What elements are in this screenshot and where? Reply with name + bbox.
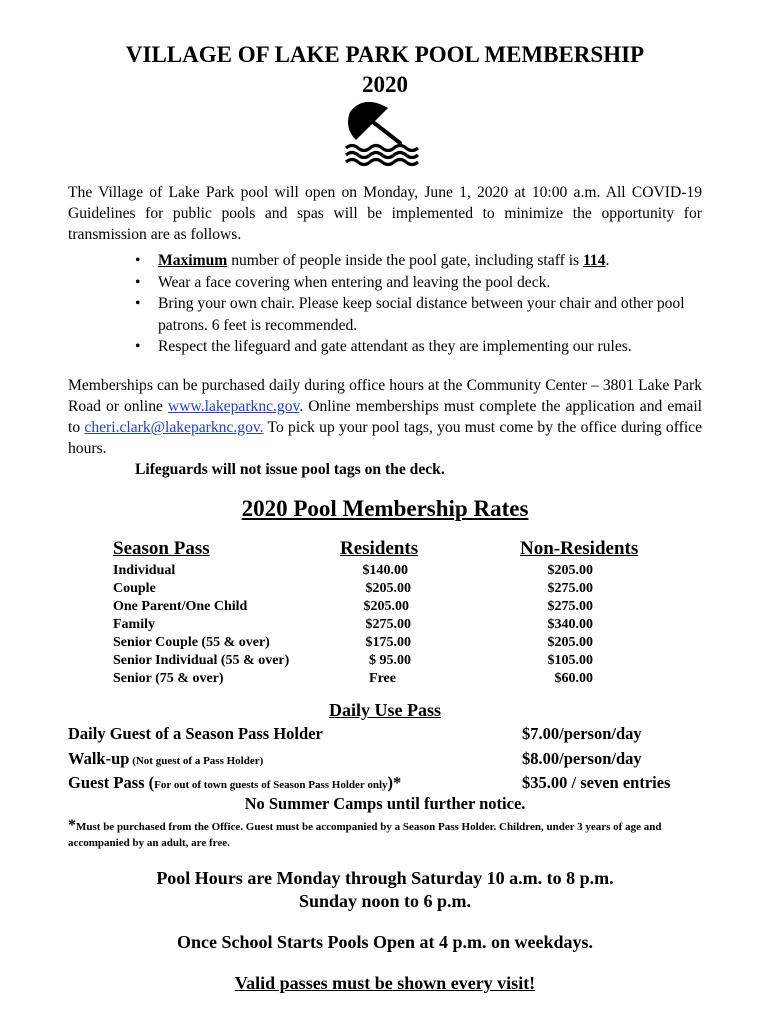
bullet-icon: • xyxy=(135,295,141,312)
rule-maximum-number: 114 xyxy=(583,252,606,269)
rate-nonresidents: $105.00 xyxy=(547,653,593,668)
valid-passes-note: Valid passes must be shown every visit! xyxy=(234,973,536,993)
purchase-text-1: Memberships can be purchased daily during office hours at the Community Center – 3801 Lake Park Road or online xyxy=(68,377,702,415)
header-season-pass: Season Pass xyxy=(113,538,210,559)
rate-nonresidents: $275.00 xyxy=(547,599,593,614)
rate-nonresidents: $60.00 xyxy=(554,671,593,686)
walkup-label: Walk-up xyxy=(68,749,130,768)
rate-residents: $205.00 xyxy=(365,581,411,596)
covid-rules-list xyxy=(131,250,711,358)
rates-title: 2020 Pool Membership Rates xyxy=(241,496,529,521)
rate-row xyxy=(0,653,770,671)
guest-pass-note: For out of town guests of Season Pass Holder only xyxy=(154,779,388,791)
intro-text: The Village of Lake Park pool will open on Monday, June 1, 2020 at 10:00 a.m. All COVID-19 Guidelines for public pools and spas will be implemented to minimize the opportunity for transmission are as follows. xyxy=(68,184,702,243)
rule-face-covering-text: Wear a face covering when entering and leaving the pool deck. xyxy=(158,273,551,291)
pool-hours xyxy=(0,867,770,913)
rule-maximum-text: number of people inside the pool gate, including staff is xyxy=(227,252,583,269)
daily-pass-title: Daily Use Pass xyxy=(329,700,441,720)
rate-category: Senior (75 & over) xyxy=(113,671,224,686)
walkup-price: $8.00/person/day xyxy=(522,749,642,768)
rate-residents: $140.00 xyxy=(362,563,408,578)
rule-respect-text: Respect the lifeguard and gate attendant as they are implementing our rules. xyxy=(158,338,632,355)
rate-residents: $205.00 xyxy=(363,599,409,614)
purchase-text-2: . Online memberships must complete the application and email to xyxy=(68,398,702,436)
rate-row xyxy=(0,671,770,689)
daily-guest-price: $7.00/person/day xyxy=(522,724,642,743)
rate-row xyxy=(0,599,770,617)
footnote-text: Must be purchased from the Office. Guest must be accompanied by a Season Pass Holder. Children, under 3 years of age and accompanied by an adult, are free. xyxy=(68,821,662,849)
pool-hours-sunday: Sunday noon to 6 p.m. xyxy=(298,891,472,911)
rate-row xyxy=(0,635,770,653)
no-summer-camps-note: No Summer Camps until further notice. xyxy=(244,794,526,813)
rule-item-face-covering xyxy=(131,272,711,294)
rate-nonresidents: $205.00 xyxy=(547,563,593,578)
rate-row xyxy=(0,617,770,635)
email-link[interactable]: cheri.clark@lakeparknc.gov. xyxy=(84,419,264,436)
beach-umbrella-icon xyxy=(340,100,430,168)
rate-row xyxy=(0,581,770,599)
header-residents: Residents xyxy=(340,538,419,559)
document-title xyxy=(0,40,770,100)
rate-residents: $275.00 xyxy=(365,617,411,632)
rate-category: One Parent/One Child xyxy=(113,599,248,614)
bullet-icon: • xyxy=(135,338,141,355)
guest-pass-label: Guest Pass ( xyxy=(68,773,155,792)
rule-item-maximum xyxy=(131,250,711,272)
guest-pass-end: )* xyxy=(387,773,402,792)
purchase-paragraph xyxy=(68,375,702,480)
header-non-residents: Non-Residents xyxy=(520,538,639,559)
rate-nonresidents: $340.00 xyxy=(547,617,593,632)
footnote xyxy=(68,818,708,851)
rule-maximum-label: Maximum xyxy=(158,252,228,269)
rate-residents: $ 95.00 xyxy=(369,653,411,668)
website-link[interactable]: www.lakeparknc.gov xyxy=(167,398,300,415)
daily-guest-label: Daily Guest of a Season Pass Holder xyxy=(68,724,323,743)
rule-chair-text: Bring your own chair. Please keep social distance between your chair and other pool patrons. 6 feet is recommended. xyxy=(158,295,685,334)
title-line-1: VILLAGE OF LAKE PARK POOL MEMBERSHIP xyxy=(125,42,645,67)
bullet-icon: • xyxy=(135,252,141,269)
walkup-note: (Not guest of a Pass Holder) xyxy=(129,755,264,767)
pool-hours-weekday: Pool Hours are Monday through Saturday 10 a.m. to 8 p.m. xyxy=(156,868,614,888)
rule-item-chair xyxy=(131,293,711,336)
pool-tags-note: Lifeguards will not issue pool tags on the deck. xyxy=(135,461,445,478)
rate-row xyxy=(0,563,770,581)
rate-residents: Free xyxy=(369,671,396,686)
rate-nonresidents: $275.00 xyxy=(547,581,593,596)
rate-category: Senior Individual (55 & over) xyxy=(113,653,290,668)
rate-nonresidents: $205.00 xyxy=(547,635,593,650)
rate-category: Couple xyxy=(113,581,156,596)
rule-item-respect xyxy=(131,336,711,358)
purchase-text-3: To pick up your pool tags, you must come by the office during office hours. xyxy=(68,419,703,457)
rate-category: Senior Couple (55 & over) xyxy=(113,635,270,650)
bullet-icon: • xyxy=(135,273,141,291)
school-hours-note: Once School Starts Pools Open at 4 p.m. on weekdays. xyxy=(176,932,594,952)
rate-category: Individual xyxy=(113,563,176,578)
footnote-star: * xyxy=(68,817,76,834)
rate-category: Family xyxy=(113,617,155,632)
title-line-2: 2020 xyxy=(362,72,408,97)
intro-paragraph xyxy=(68,182,702,245)
guest-pass-price: $35.00 / seven entries xyxy=(522,773,671,792)
rate-residents: $175.00 xyxy=(365,635,411,650)
rule-maximum-end: . xyxy=(605,252,610,269)
